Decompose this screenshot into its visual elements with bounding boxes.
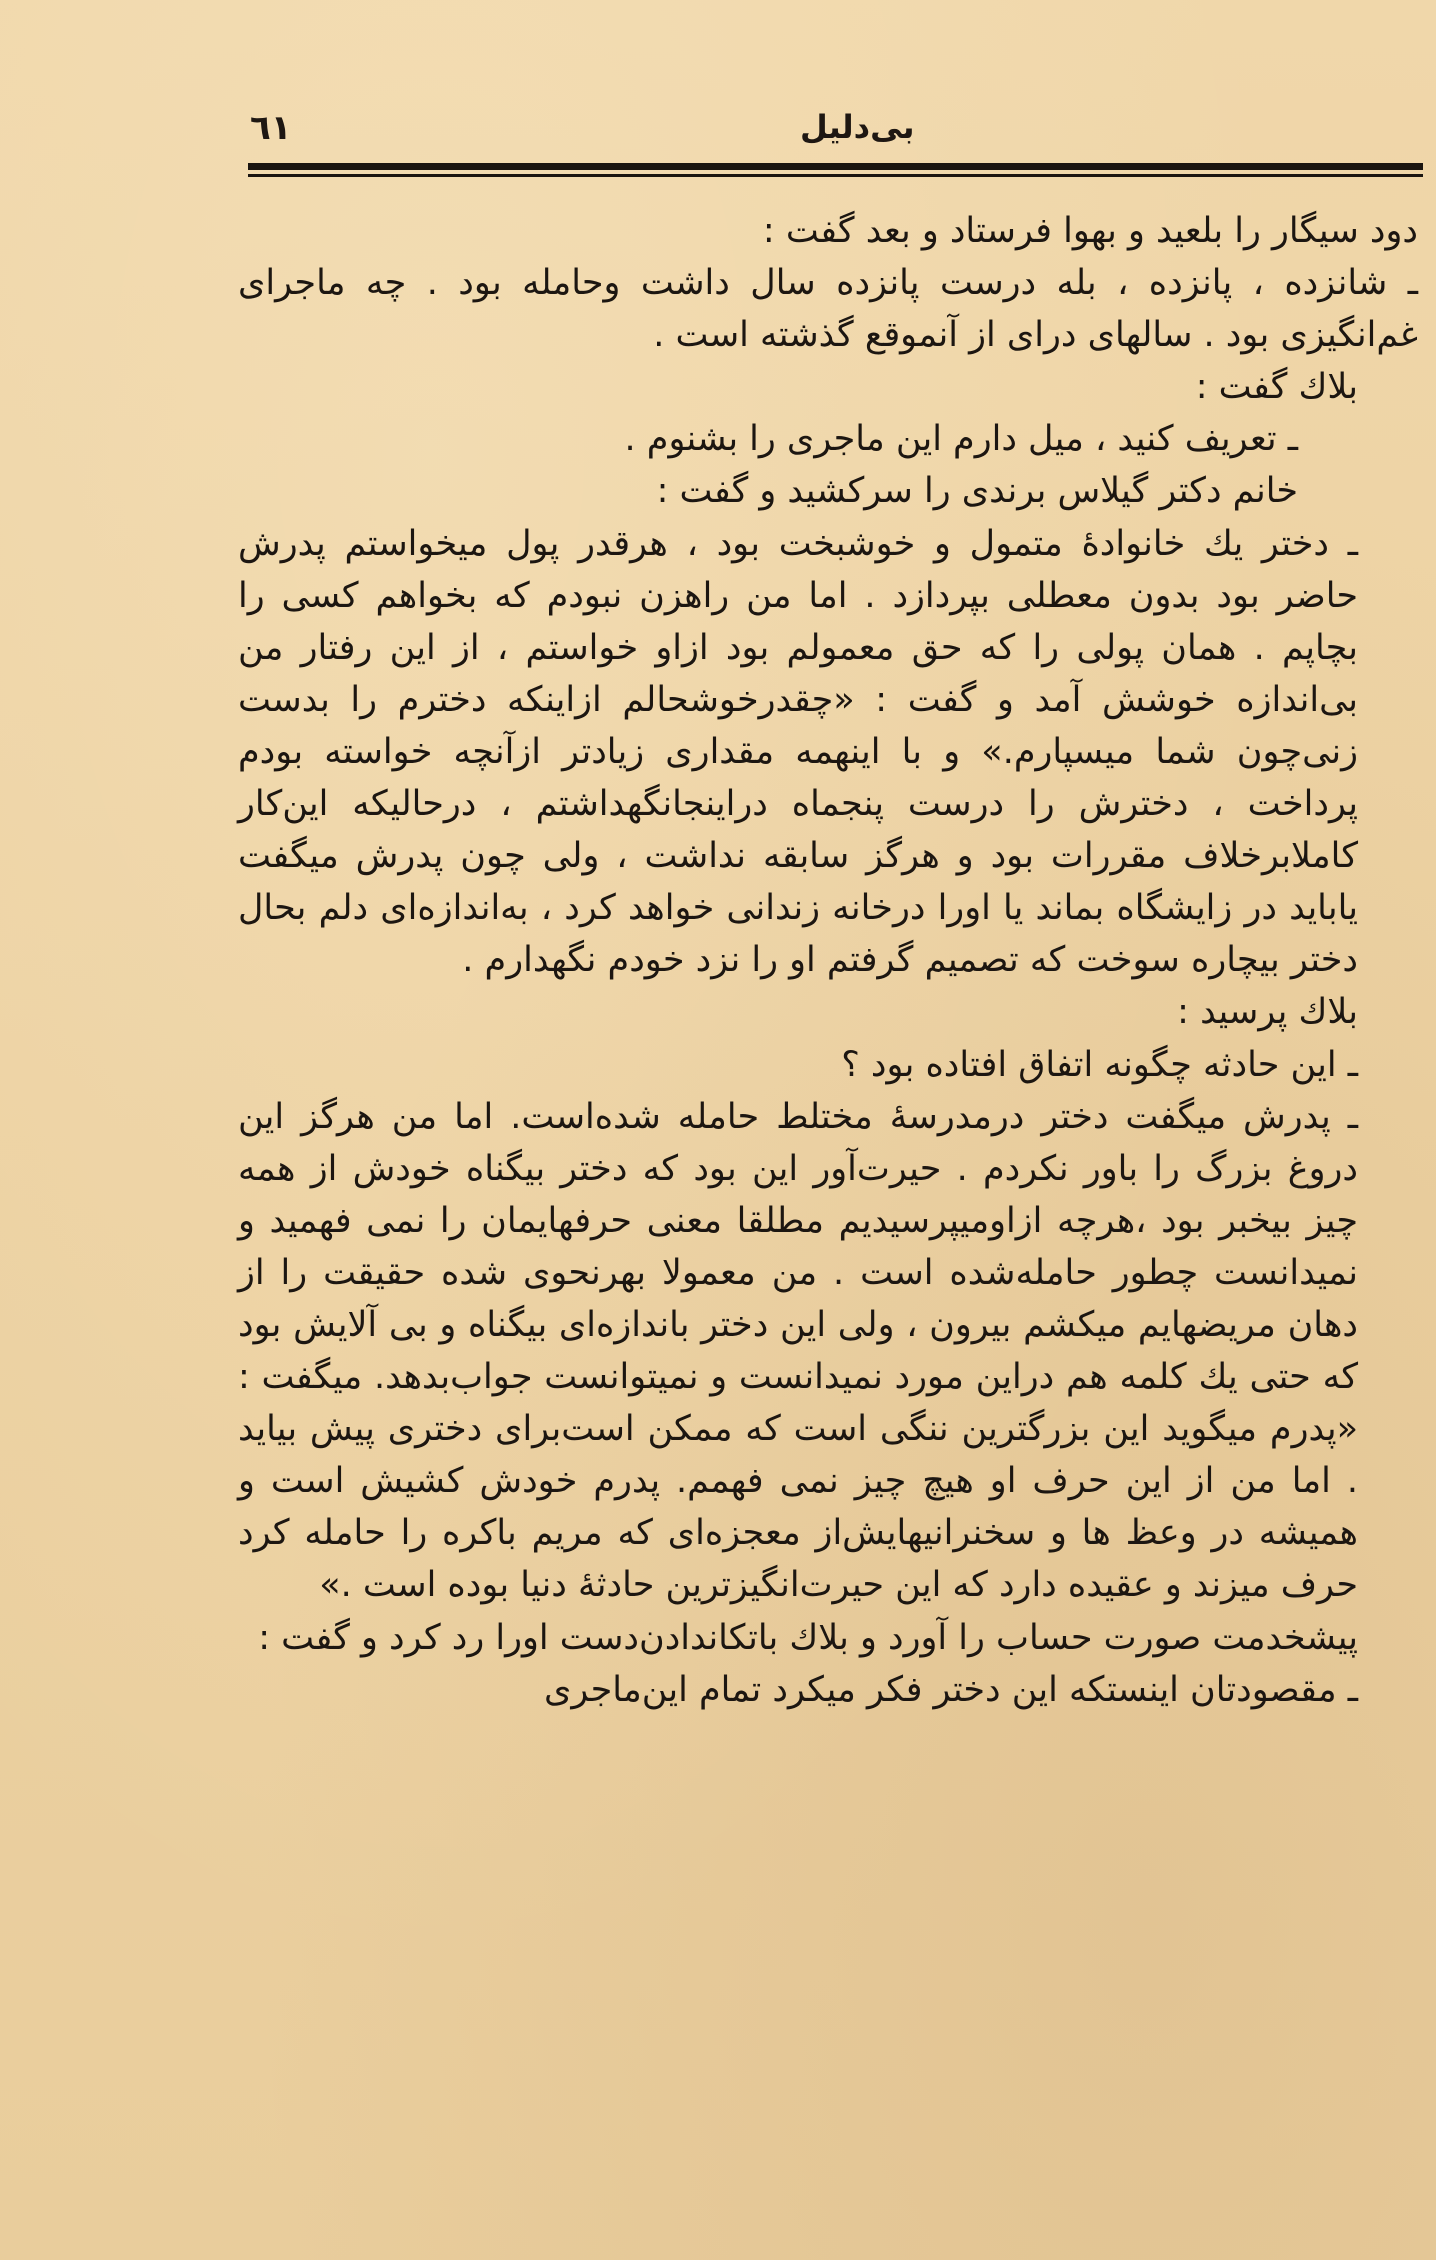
body-text: [238, 205, 1418, 1716]
paragraph-narration: خانم دکتر گیلاس برندی را سرکشید و گفت :: [656, 471, 1298, 512]
paragraph-intro: دود سیگار را بلعید و بهوا فرستاد و بعد گفت :: [762, 211, 1418, 251]
paragraph-speaker: بلاك گفت :: [1195, 367, 1358, 408]
header-rule-thin: [248, 174, 1423, 177]
paragraph-narration: پیشخدمت صورت حساب را آورد و بلاك باتکاندادن‌دست اورا رد کرد و گفت :: [258, 1617, 1358, 1658]
paragraph-dialogue: ـ تعریف کنید ، میل دارم این ماجری را بشنوم .: [624, 419, 1298, 460]
running-title: بی‌دلیل: [800, 108, 915, 146]
paragraph-dialogue: ـ دختر یك خانوادهٔ متمول و خوشبخت بود ، هرقدر پول میخواستم پدرش حاضر بود بدون معطلی بپردازد . اما من راهزن نبودم که بخواهم کسی را بچاپم . همان پولی را که حق معمولم بود ازاو خواستم ، از این رفتار من بی‌اندازه خوشش آمد و گفت : «چقدرخوشحالم ازاینکه دخترم را بدست زنی‌چون شما میسپارم.» و با اینهمه مقداری زیادتر ازآنچه خواسته بودم پرداخت ، دخترش را درست پنجماه دراینجانگهداشتم ، درحالیکه این‌کار کاملابرخلاف مقررات بود و هرگز سابقه نداشت ، ولی چون پدرش میگفت یاباید در زایشگاه بماند یا اورا درخانه زندانی خواهد کرد ، به‌اندازه‌ای دلم بحال دختر بیچاره سوخت که تصمیم گرفتم او را نزد خودم نگهدارم .: [238, 523, 1358, 981]
paragraph-dialogue: ـ مقصودتان اینستکه این دختر فکر میکرد تمام این‌ماجری: [543, 1669, 1358, 1710]
paragraph-speaker: بلاك پرسید :: [1177, 992, 1358, 1033]
paragraph-dialogue: ـ پدرش میگفت دختر درمدرسهٔ مختلط حامله شده‌است. اما من هرگز این دروغ بزرگ را باور نکردم . حیرت‌آور این بود که دختر بیگناه خودش از همه چیز بیخبر بود ،هرچه ازاومیپرسیدیم مطلقا معنی حرفهایمان را نمی فهمید و نمیدانست چطور حامله‌شده است . من معمولا بهرنحوی شده حقیقت را از دهان مریضهایم میکشم بیرون ، ولی این دختر باندازه‌ای بیگناه و بی آلایش بود که حتی یك کلمه هم دراین مورد نمیدانست و نمیتوانست جواب‌بدهد. میگفت : «پدرم میگوید این بزرگترین ننگی است که ممکن است‌برای دختری پیش بیاید . اما من از این حرف او هیچ چیز نمی فهمم. پدرم خودش کشیش است و همیشه در وعظ ها و سخنرانیهایش‌از معجزه‌ای که مریم باکره را حامله کرد حرف میزند و عقیده دارد که این حیرت‌انگیزترین حادثهٔ دنیا بوده است .»: [238, 1096, 1358, 1606]
header-rule: [248, 163, 1423, 179]
header-rule-thick: [248, 163, 1423, 170]
paragraph-dialogue: ـ این حادثه چگونه اتفاق افتاده بود ؟: [841, 1044, 1358, 1085]
paragraph-dialogue: ـ شانزده ، پانزده ، بله درست پانزده سال داشت وحامله بود . چه ماجرای غم‌انگیزی بود . سالهای درای از آنموقع گذشته است .: [238, 263, 1418, 356]
page-number: ٦١: [250, 108, 292, 148]
page-header: [240, 100, 1350, 160]
